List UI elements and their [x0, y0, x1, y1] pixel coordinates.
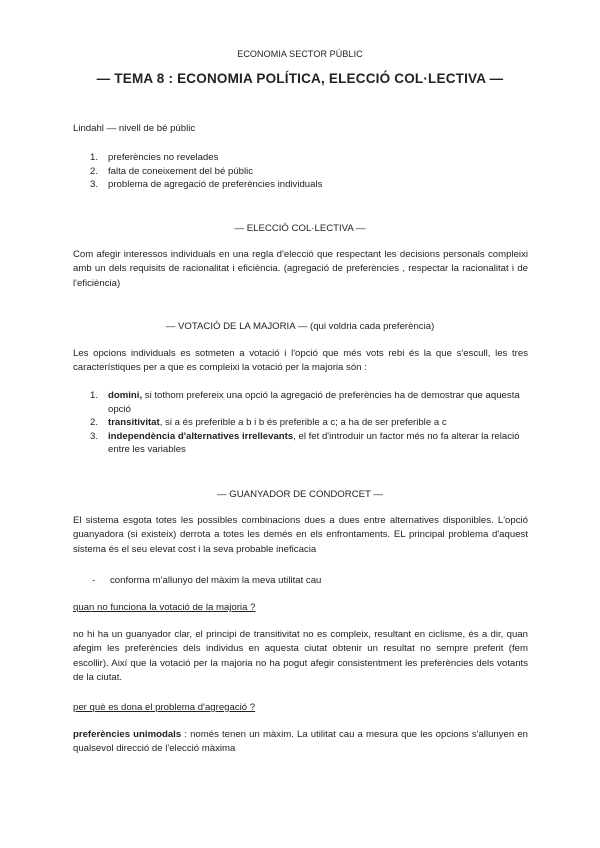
list-item [90, 151, 530, 165]
section-heading-votacio: — VOTACIÓ DE LA MAJORIA — (qui voldria cada preferència) [165, 321, 435, 332]
list-item-text: problema de agregació de preferències individuals [108, 179, 323, 190]
lindahl-list [90, 151, 530, 192]
list-item [90, 430, 530, 457]
condorcet-paragraph: El sistema esgota totes les possibles combinacions dues a dues entre alternatives disponibles. L'opció guanyadora (si existeix) derrota a totes les demés en els enfrontaments. EL principal problema d'aquest sistema és el seu elevat cost i la seva probable ineficacia [73, 515, 528, 555]
list-item-text: , el fet d'introduir un factor més no fa alterar la relació entre les variables [108, 430, 520, 455]
list-item-text: si tothom prefereix una opció la agregació de preferències ha de demostrar que aquesta opció [108, 390, 520, 415]
list-item-term: transitivitat [108, 417, 160, 428]
page-title: — TEMA 8 : ECONOMIA POLÍTICA, ELECCIÓ COL·LECTIVA — [96, 71, 504, 86]
list-item-term: independència d'alternatives irrellevants [108, 430, 294, 442]
q2-answer-paragraph [73, 728, 528, 757]
page-header: ECONOMIA SECTOR PÚBLIC [237, 49, 363, 59]
q2-term: preferències unimodals [73, 729, 182, 740]
list-item-number: 3. [90, 430, 99, 442]
section-heading-eleccio: — ELECCIÓ COL·LECTIVA — [234, 223, 366, 234]
question-heading-votacio: quan no funciona la votació de la majoria ? [73, 602, 256, 613]
question-heading-agregacio: per què es dona el problema d'agregació ? [73, 702, 256, 713]
lindahl-intro: Lindahl — nivell de bé públic [73, 123, 196, 134]
list-item-number: 2. [90, 417, 99, 428]
condorcet-bullet-text: conforma m'allunyo del màxim la meva utilitat cau [110, 575, 322, 586]
list-item-number: 1. [90, 152, 99, 163]
list-item [90, 165, 530, 179]
list-item-number: 1. [90, 390, 99, 401]
list-item-text: preferències no revelades [108, 152, 219, 163]
list-item-number: 2. [90, 165, 99, 177]
list-item-text: , si a és preferible a b i b és preferible a c; a ha de ser preferible a c [159, 417, 447, 428]
list-item-term: domini, [108, 390, 143, 401]
section-heading-condorcet: — GUANYADOR DE CONDORCET — [217, 489, 383, 500]
votacio-paragraph: Les opcions individuals es sotmeten a votació i l'opció que més vots rebi és la que s'escull, les tres característiques per a que es compleixi la votació per la majoria són : [73, 348, 528, 374]
list-item [90, 416, 530, 430]
q2-answer-text: : només tenen un màxim. La utilitat cau a mesura que les opcions s'allunyen en qualsevol direcció de l'elecció màxima [73, 729, 529, 755]
q1-answer-paragraph: no hi ha un guanyador clar, el principi de transitivitat no es compleix, resultant en ciclisme, és a dir, quan afegim les preferències dels individus en aquesta ciutat obtenir un resultat no sempre preferit (fem escollir). Així que la votació per la majoria no ha pogut afegir consistentment les preferències dels votants de la ciutat. [73, 629, 528, 683]
list-item [90, 178, 530, 192]
votacio-list [90, 389, 530, 457]
bullet-dash: - [92, 575, 96, 586]
eleccio-paragraph: Com afegir interessos individuals en una regla d'elecció que respectant les decisions personals compleixi amb un dels requisits de racionalitat i eficiència. (agregació de preferències , respectar la racionalitat i de l'eficiència) [73, 249, 528, 289]
list-item-number: 3. [90, 179, 99, 190]
list-item [90, 389, 530, 416]
list-item-text: falta de coneixement del bé públic [108, 165, 254, 177]
